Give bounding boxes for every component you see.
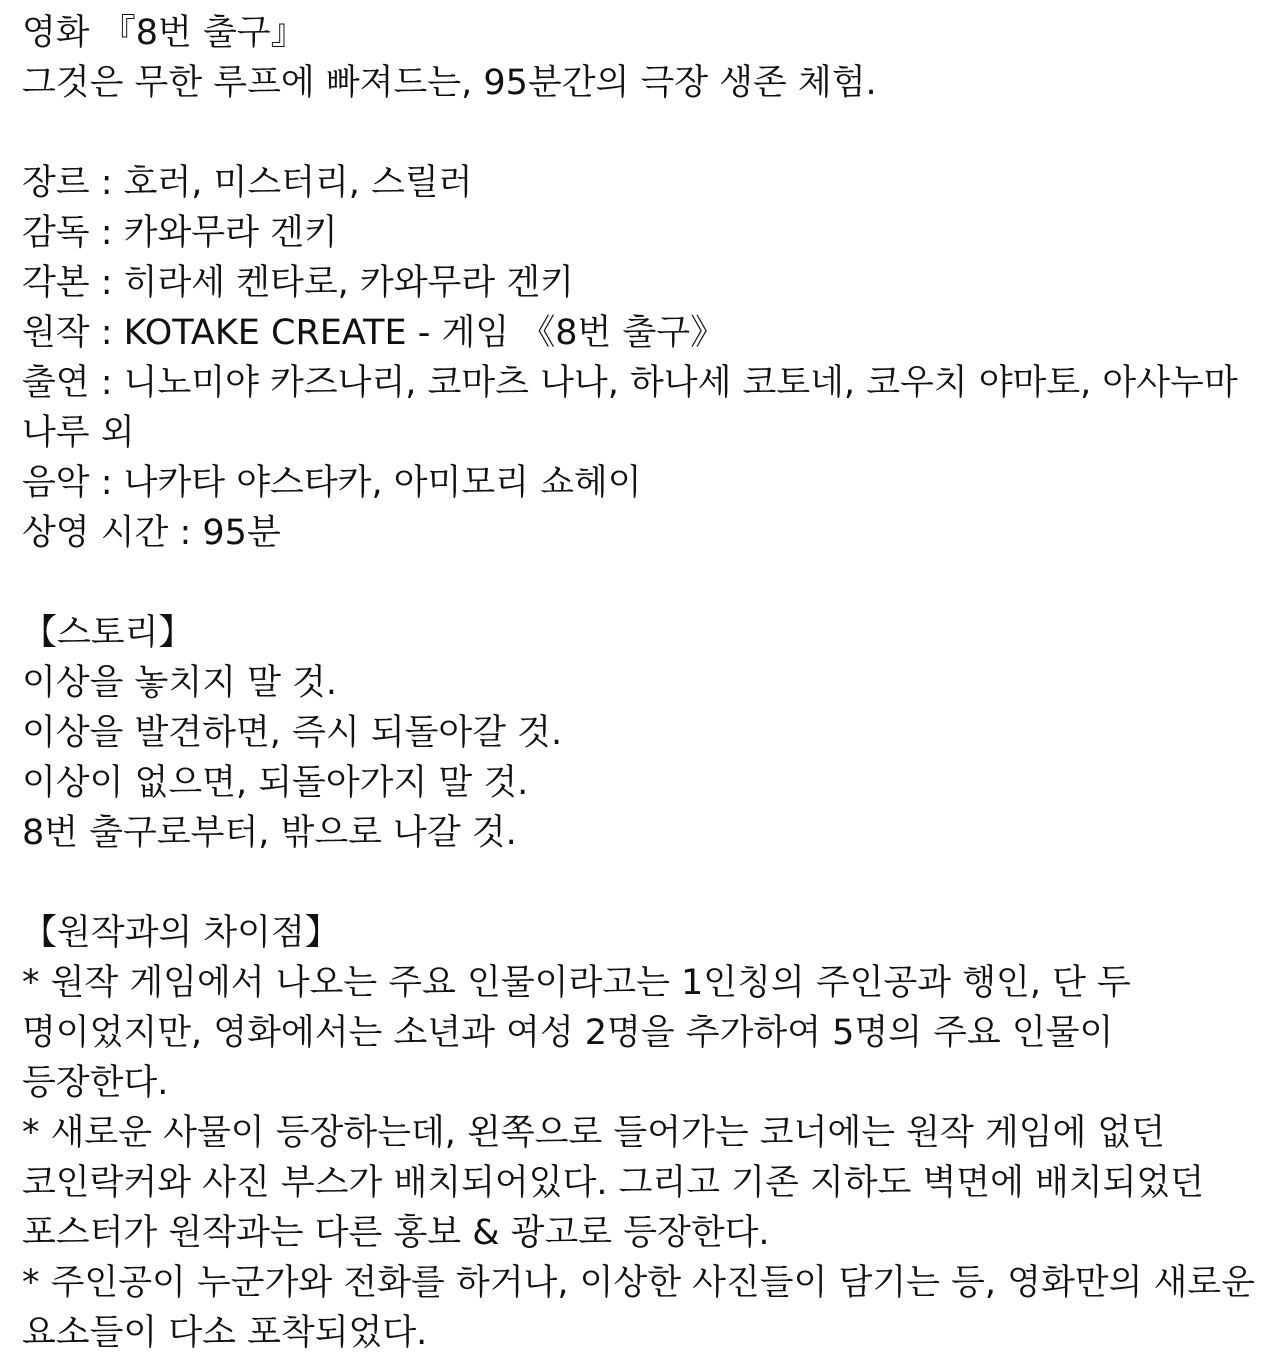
story-line: 이상이 없으면, 되돌아가지 말 것. xyxy=(22,763,529,803)
genre-line: 장르 : 호러, 미스터리, 스릴러 xyxy=(22,163,473,203)
director-line: 감독 : 카와무라 겐키 xyxy=(22,213,338,253)
differences-section xyxy=(22,908,1267,1358)
story-line: 이상을 발견하면, 즉시 되돌아갈 것. xyxy=(22,713,563,753)
original-work-line: 원작 : KOTAKE CREATE - 게임 《8번 출구》 xyxy=(22,313,726,353)
movie-info-block xyxy=(22,158,1258,558)
blank-line xyxy=(22,108,1258,158)
runtime-line: 상영 시간 : 95분 xyxy=(22,513,281,553)
blank-line xyxy=(22,558,1258,608)
cast-line: 출연 : 니노미야 카즈나리, 코마츠 나나, 하나세 코토네, 코우치 야마토, 아사누마 나루 외 xyxy=(22,363,1249,453)
story-line: 이상을 놓치지 말 것. xyxy=(22,663,337,703)
screenplay-line: 각본 : 히라세 켄타로, 카와무라 겐키 xyxy=(22,263,574,303)
document-body xyxy=(22,8,1267,1358)
differences-heading: 【원작과의 차이점】 xyxy=(22,913,340,953)
blank-line xyxy=(22,858,1258,908)
story-section xyxy=(22,608,1258,858)
difference-item: * 새로운 사물이 등장하는데, 왼쪽으로 들어가는 코너에는 원작 게임에 없던 코인락커와 사진 부스가 배치되어있다. 그리고 기존 지하도 벽면에 배치되었던 포스터가 원작과는 다른 홍보 & 광고로 등장한다. xyxy=(22,1113,1216,1253)
movie-title: 영화 『8번 출구』 xyxy=(22,13,306,53)
story-line: 8번 출구로부터, 밖으로 나갈 것. xyxy=(22,813,517,853)
difference-item: * 주인공이 누군가와 전화를 하거나, 이상한 사진들이 담기는 등, 영화만의 새로운 요소들이 다소 포착되었다. xyxy=(22,1263,1267,1353)
difference-item: * 원작 게임에서 나오는 주요 인물이라고는 1인칭의 주인공과 행인, 단 두 명이었지만, 영화에서는 소년과 여성 2명을 추가하여 5명의 주요 인물이 등장한다. xyxy=(22,963,1142,1103)
story-heading: 【스토리】 xyxy=(22,613,194,653)
movie-tagline: 그것은 무한 루프에 빠져드는, 95분간의 극장 생존 체험. xyxy=(22,63,877,103)
music-line: 음악 : 나카타 야스타카, 아미모리 쇼헤이 xyxy=(22,463,642,503)
